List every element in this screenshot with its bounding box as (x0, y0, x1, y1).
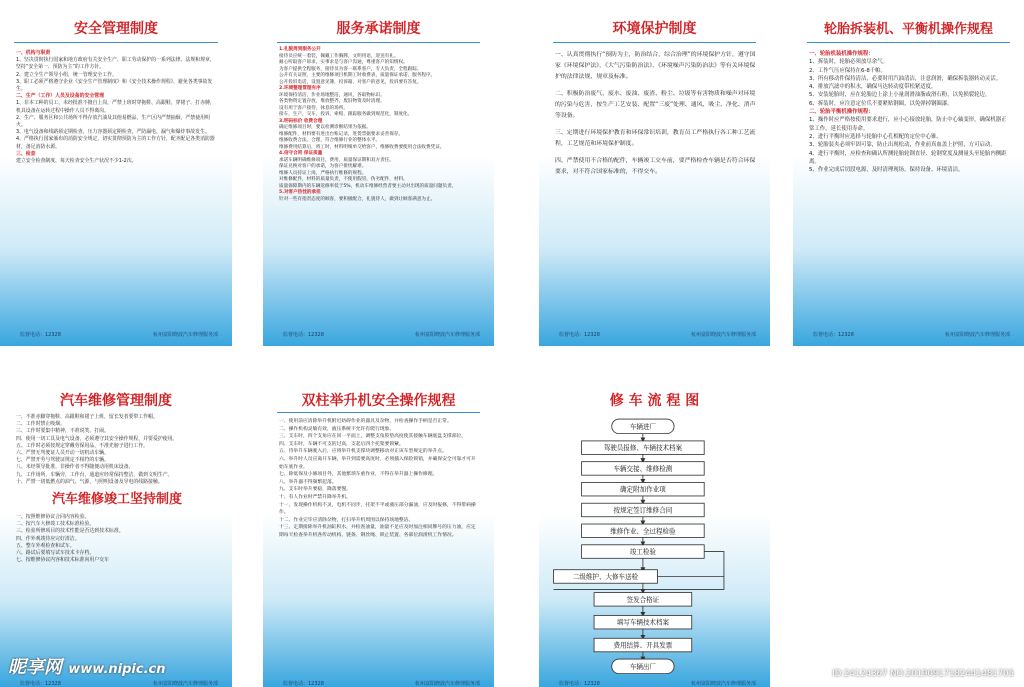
footer-phone: 监督电话：12328 (813, 332, 854, 338)
rule-item: 接车，生产，交车，投诉，索赔，跟踪服务做到规范化，制度化。 (279, 112, 413, 117)
panel-footer (20, 680, 218, 687)
watermark-url: www.nipic.cn (68, 662, 166, 677)
rule-item: 3、职工必须严格遵守企业《安全生产管理制度》和《安全技术操作规程》，避免各类事故发生。 (16, 78, 213, 93)
rule-item: 保证兑换对客户的承诺，为客户排忧解难。 (279, 164, 367, 169)
rule-item: 十、有人作业时严禁升降举升机。 (279, 494, 351, 500)
rule-item: 3、轮胎装夹必须牢固可靠，防止出现松动，作业前真血盖上护照，方可启动。 (809, 142, 996, 149)
rule-item: 二、积极防治废气、废水、废油、废渣、粉尘、垃圾等有害物质和噪声对环境的污染与危害，按生产工艺安装、配置“三废”处理、通风、吸尘、净化、消声等设备。 (555, 91, 756, 119)
rule-item: 八、未经领导批准，非操作者不得随便动用机床设备。 (16, 464, 134, 471)
rule-item: 一、不准赤脚穿拖鞋、高跟鞋和裙子上班，留长发者要带工作帽。 (16, 414, 158, 420)
section-heading: 3.明码标价 收费合理 (279, 118, 323, 124)
panel-title: 安全管理制度 (74, 21, 158, 37)
watermark-brand (8, 653, 166, 679)
panel-environment (539, 0, 770, 346)
rule-item: 确定维修项目时，要以检测诊断结果为依据。 (279, 125, 371, 130)
flowchart-diagram (539, 372, 770, 687)
title-divider (807, 42, 1010, 43)
title-divider (14, 42, 218, 43)
footer-company: 杭州富阳晓波汽车修理服务部 (944, 332, 1010, 338)
rule-item: 1、坚决贯彻执行国家和地方政府有关安全生产、职工劳动保护的一系列法律、法规和规章，坚持“安全第一、预防为主”的工作方针。 (16, 57, 215, 71)
section-heading: 一、机构与职责 (16, 50, 51, 56)
panel-footer (283, 680, 480, 687)
rule-item: 4、严格执行国家颁布的消防安全规定，切实贯彻预防为主的工作方针，配齐配足各类消防器材，备足消防水源。 (16, 136, 215, 150)
section-heading: 一、轮胎机装机操作规程： (809, 51, 874, 57)
panel-body (555, 50, 756, 178)
rule-item: 八、举升器不得频繁起落。 (279, 479, 337, 485)
rule-item: 六、严禁无驾驶证人员开动一切机动车辆。 (16, 450, 109, 457)
footer-phone: 监督电话：12328 (283, 681, 324, 687)
rule-item: 七、除低保及小修项目外，其他繁琐车重作业，不得在举升器上操作修理。 (279, 472, 438, 478)
rule-item: 5、安装轮胎时，应在轮胎边上涂上小量润滑油脂或滑石粉，以免损裂轮边。 (809, 92, 991, 99)
section-heading: 2.环境整理管理有序 (279, 86, 321, 91)
rule-item: 维修费用结算后，将工时，材料明细单交给客户，维修收费要使用合法收费凭证。 (279, 144, 445, 150)
rule-item: 九、支车时举升要稳，降落要慢。 (279, 487, 351, 493)
rule-item: 十一、发现操作机构不灵，电机不同步，托架不平或液压部分漏油，应及时报修，不得带病操作。 (279, 502, 476, 516)
watermark-brand-name: 昵享网 (8, 657, 62, 678)
footer-phone: 监督电话：12328 (559, 332, 600, 338)
rule-item: 十二、作业完毕应清除杂物，打扫举升机周围以保持场地整洁。 (279, 517, 414, 523)
panel-subtitle: 汽车维修竣工坚持制度 (51, 492, 182, 508)
footer-company: 杭州富阳晓波汽车修理服务部 (152, 681, 218, 687)
title-divider (277, 412, 480, 413)
rule-item: 2、建立全生产领导小组，统一管理安全工作。 (16, 71, 117, 78)
flow-step-label: 车辆交接、维修检测 (613, 464, 673, 473)
rule-item: 耐心听取客户诉求，实事求是与客户沟通，尊重客户的知情权。 (279, 60, 408, 65)
rules-list (16, 414, 218, 486)
rule-item: 维修收费合法，合理，符合维修行业的整体水平。 (279, 138, 381, 143)
panel-footer (559, 331, 756, 338)
watermark-id: ID:24124367 NO:20190917182441481705 (832, 669, 1014, 679)
flow-start-label: 车辆进厂 (629, 422, 656, 431)
rule-item: 1、拆装时，轮胎必须放尽余气。 (809, 59, 888, 66)
rule-item: 四、作外观竣待应完好清洁。 (16, 535, 80, 542)
rule-item: 三、支车时，四个支角应在同一平面上，调整支角胶垫高度使其接触车辆底盘支撑部位。 (279, 434, 467, 440)
rule-item: 六、路试后要填写试车技术卡存档。 (16, 550, 95, 557)
rule-item: 公开投诉电话，设置意见簿，投诉箱，对客户的意见，投诉要有答复。 (279, 79, 422, 85)
rule-item: 4、排放汽滤中的积水，确保马达转动度带松紧适度。 (809, 84, 937, 91)
panel-flowchart (539, 372, 770, 687)
panel-title: 双柱举升机安全操作规程 (301, 393, 456, 409)
rule-item: 一、按照维修协议合同内容检验。 (16, 514, 90, 521)
rule-item: 2、生产、服务区和公共场所不得存放汽油及其他易燃品，生产区内严禁抽烟，严禁使用明火。 (16, 114, 210, 129)
footer-phone: 监督电话：12328 (283, 332, 324, 338)
panel-body (16, 414, 218, 564)
rule-item: 七、严禁开劳与驾驶证规定不相符的车辆。 (16, 457, 109, 464)
flow-end-label: 车辆出厂 (629, 662, 656, 671)
flow-step-label: 驾驶员报修、车辆技术档案 (603, 444, 683, 453)
rule-item: 质量保障期内的车辆返修率低于5%，机动车维修经营者要主动对出现的质量问题负责。 (279, 183, 457, 189)
panel-title: 环境保护制度 (612, 21, 697, 37)
flow-step-label: 填写车辆技术档案 (616, 618, 670, 627)
section-heading: 三、检查 (16, 150, 36, 157)
rule-item: 十、严禁一切低燃点的油气、气源，与照明设备及导电的线路接触。 (16, 478, 163, 485)
flow-step-label: 按规定签订维修合同 (613, 506, 673, 515)
rule-item: 四、使用一切工具及电气设备，必须遵守其安全操作规程，并要爱护使用。 (16, 435, 178, 442)
footer-company: 杭州富阳晓波汽车修理服务部 (414, 332, 480, 338)
rule-item: 公开有关证照，主要的维修项目机期工时收费表，质量保证承诺，服务程序。 (279, 73, 436, 78)
section-heading: 1.礼貌周到服务公开 (279, 47, 321, 52)
rule-item: 五、工作时必须按规定穿戴劳保用品，不准光膀子进行工作。 (16, 442, 149, 449)
rule-item: 五、整车外观检查和试车。 (16, 542, 75, 549)
rule-item: 对维修配件，材料的质量负责，不使用假冒，伪劣配件，材料。 (279, 177, 408, 182)
rule-item: 承诺车辆明确维修项目，费用，质量保证期和双方责任。 (279, 157, 394, 163)
panel-footer (283, 331, 480, 338)
flow-step-label: 维修作业、全过程检验 (610, 527, 676, 536)
rule-item: 维修人员持证上岗，严格执行维修的规程。 (279, 170, 367, 176)
rule-item: 各类物资定置存放，堆放整齐，废旧物资及时清理。 (279, 99, 385, 104)
panel-body (809, 50, 1010, 174)
rule-item: 3、所有移动件保持清洁，必要时用汽油清洁，注意润滑，确保拆装器转动灵活。 (809, 75, 1002, 82)
rule-item: 维修配件，材料要有进出台账记录，进货票据要求妥善保存。 (279, 131, 404, 137)
flow-step-label: 确定附加作业项 (620, 485, 666, 494)
rule-item: 2、进行平衡时应选择与轮胎中心孔相配的定位中心锥。 (809, 133, 942, 140)
footer-company: 杭州富阳晓波汽车修理服务部 (690, 681, 756, 687)
rule-item: 一、认真贯彻执行“预防为主，防治结合，综合治理”的环境保护方针，遵守国家《环境保护法》，《大气污染防治法》，《环境噪声污染防治法》等有关环境保护的法律法规、规章及标准。 (555, 52, 756, 80)
section-heading: 5.对客户热忱的承担 (279, 190, 321, 195)
footer-phone: 监督电话：12328 (20, 681, 61, 687)
panel-service (263, 0, 494, 346)
panel-title: 轮胎拆装机、平衡机操作规程 (823, 22, 993, 37)
footer-company: 杭州富阳晓波汽车修理服务部 (152, 332, 218, 338)
panel-body (279, 47, 480, 203)
rule-item: 六、举升时人员应离开车辆，举升到需要高度时，必须插入保险锁销，并确保安全可靠才可开始车底作业。 (279, 456, 476, 470)
panel-footer (20, 331, 218, 338)
rule-item: 4、进行平衡时，应检查和确认所测轮胎轮钢直径、轮钢宽度及测量头至轮胎内侧距离。 (809, 150, 1007, 165)
flow-step-label: 签发合格证 (626, 595, 660, 604)
footer-phone: 监督电话：12328 (559, 681, 600, 687)
rule-item: 1、非本工种的员工，未经批准不擅自上岗，严禁上班时穿拖鞋、高跟鞋，穿裙子、打赤膊，机具设备在运转过程中操作人员不得离岗。 (16, 100, 215, 114)
title-divider (553, 42, 756, 43)
panel-footer (813, 331, 1010, 338)
rule-item: 6、拆装时，应注意定位爪不要紧贴钢圈，以免弹掉钢圈漆。 (809, 100, 953, 107)
title-divider (277, 42, 480, 43)
footer-company: 杭州富阳晓波汽车修理服务部 (414, 681, 480, 687)
flow-loop-label: 二级维护、大修车送检 (572, 573, 639, 581)
panel-repair-management (0, 372, 232, 687)
rule-item: 1、操作时应严格按使用要求进行，应小心接放轮胎，防止中心轴变形，确保机器正常工作，延长使用寿命。 (809, 117, 1007, 132)
rule-item: 5、作业完成后切段电源，及时清理现场，保持设备、环境清洁。 (809, 167, 964, 174)
rule-item: 十三、定期排除举升机油缸积水，并检查油量，油量不足应及时加注相同牌号的压力油，应定期每天检查举升机各传动机构、链条、钢丝绳、锁止装置、各部位润滑机工作情况。 (279, 525, 476, 538)
rule-item: 二、工作时禁止吸烟。 (16, 421, 65, 428)
rule-item: 三、定期进行环境保护教育和环保常识培训，教育员工严格执行各工种工艺流程，工艺规范和环境保护制度。 (555, 130, 756, 147)
section-heading: 二、生产（工作）人员及设备的安全管理 (16, 93, 105, 100)
rule-item: 二、操作机构灵敏有效，液压系统不允许有爬行现象。 (279, 426, 395, 432)
panel-title: 服务承诺制度 (336, 21, 421, 37)
rule-item: 四、严禁使用不合格的配件，车辆竣工交车前，要严格检查车辆是否符合环保要求，对不符合国家标准的，不得交车。 (555, 158, 756, 175)
rule-item: 环境保持清洁，作业场地整洁，通风，各取物标识。 (279, 92, 385, 98)
footer-company: 杭州富阳晓波汽车修理服务部 (690, 332, 756, 338)
panel-lift (263, 372, 494, 687)
rule-item: 2、工作气压应保持在6-8千帕。 (809, 67, 886, 74)
panel-body (16, 50, 218, 165)
panel-tire-machine (793, 0, 1024, 346)
rule-item: 为客户提供全程服务，接待员为客一联系客户，专人负责，全程跟踪。 (279, 66, 422, 72)
flow-step-label: 费用结算、开具发票 (613, 641, 673, 650)
rule-item: 二、按汽车大修竣工技术标准检验。 (16, 521, 95, 528)
panel-title: 修 车 流 程 图 (609, 393, 700, 409)
rule-item: 设有用于客户接待，休息的场所。 (279, 105, 348, 111)
rule-item: 三、工作时要集中精神，不准说笑、打闹。 (16, 428, 109, 435)
footer-phone: 监督电话：12328 (20, 332, 61, 338)
rule-item: 四、支车时，车辆不可支的过高，支起后四个托架要锁紧。 (279, 441, 404, 447)
rule-item: 建立安全检查制度，每天检查安全生产状况不少1-2次。 (16, 158, 137, 165)
rule-item: 针对一些有指责态度的顾客，要积极配合，礼貌待人，做到让顾客满意为止。 (279, 196, 436, 202)
panel-body (279, 418, 480, 540)
rule-item: 五、待举升车辆驶入后，应将举升机支撑块调整移动对正该车型规定的举升点。 (279, 449, 447, 455)
flow-step-label: 竣工检验 (629, 548, 656, 557)
rule-item: 九、工作场所，车辆旁，工作台，通道应经常保持整洁，做到文明生产。 (16, 471, 173, 478)
completion-rules-list (16, 514, 218, 564)
panel-safety (0, 0, 232, 346)
section-heading: 二、轮胎平衡机操作规程： (809, 109, 874, 116)
rule-item: 接待员应统一着装，佩戴工作胸牌，文明用语，迎送有礼。 (279, 53, 399, 59)
panel-footer (559, 680, 756, 687)
rule-item: 一、使用前应清除举升机附近妨碍作业的器具及杂物，并检查操作手柄是否正常。 (279, 419, 452, 424)
rule-item: 三、检验所修项目的技术性能是否达到技术标准。 (16, 528, 124, 535)
rule-item: 3、电气设备和线路须定期检查，压力容器须定期检查，严防漏电、漏气和爆炸事故发生。 (16, 129, 210, 136)
rule-item: 七、按维修协议内容和技术标准向用户交车 (16, 557, 109, 564)
panel-title: 汽车维修管理制度 (60, 393, 172, 409)
section-heading: 4.信守合同 保证质量 (279, 151, 323, 156)
